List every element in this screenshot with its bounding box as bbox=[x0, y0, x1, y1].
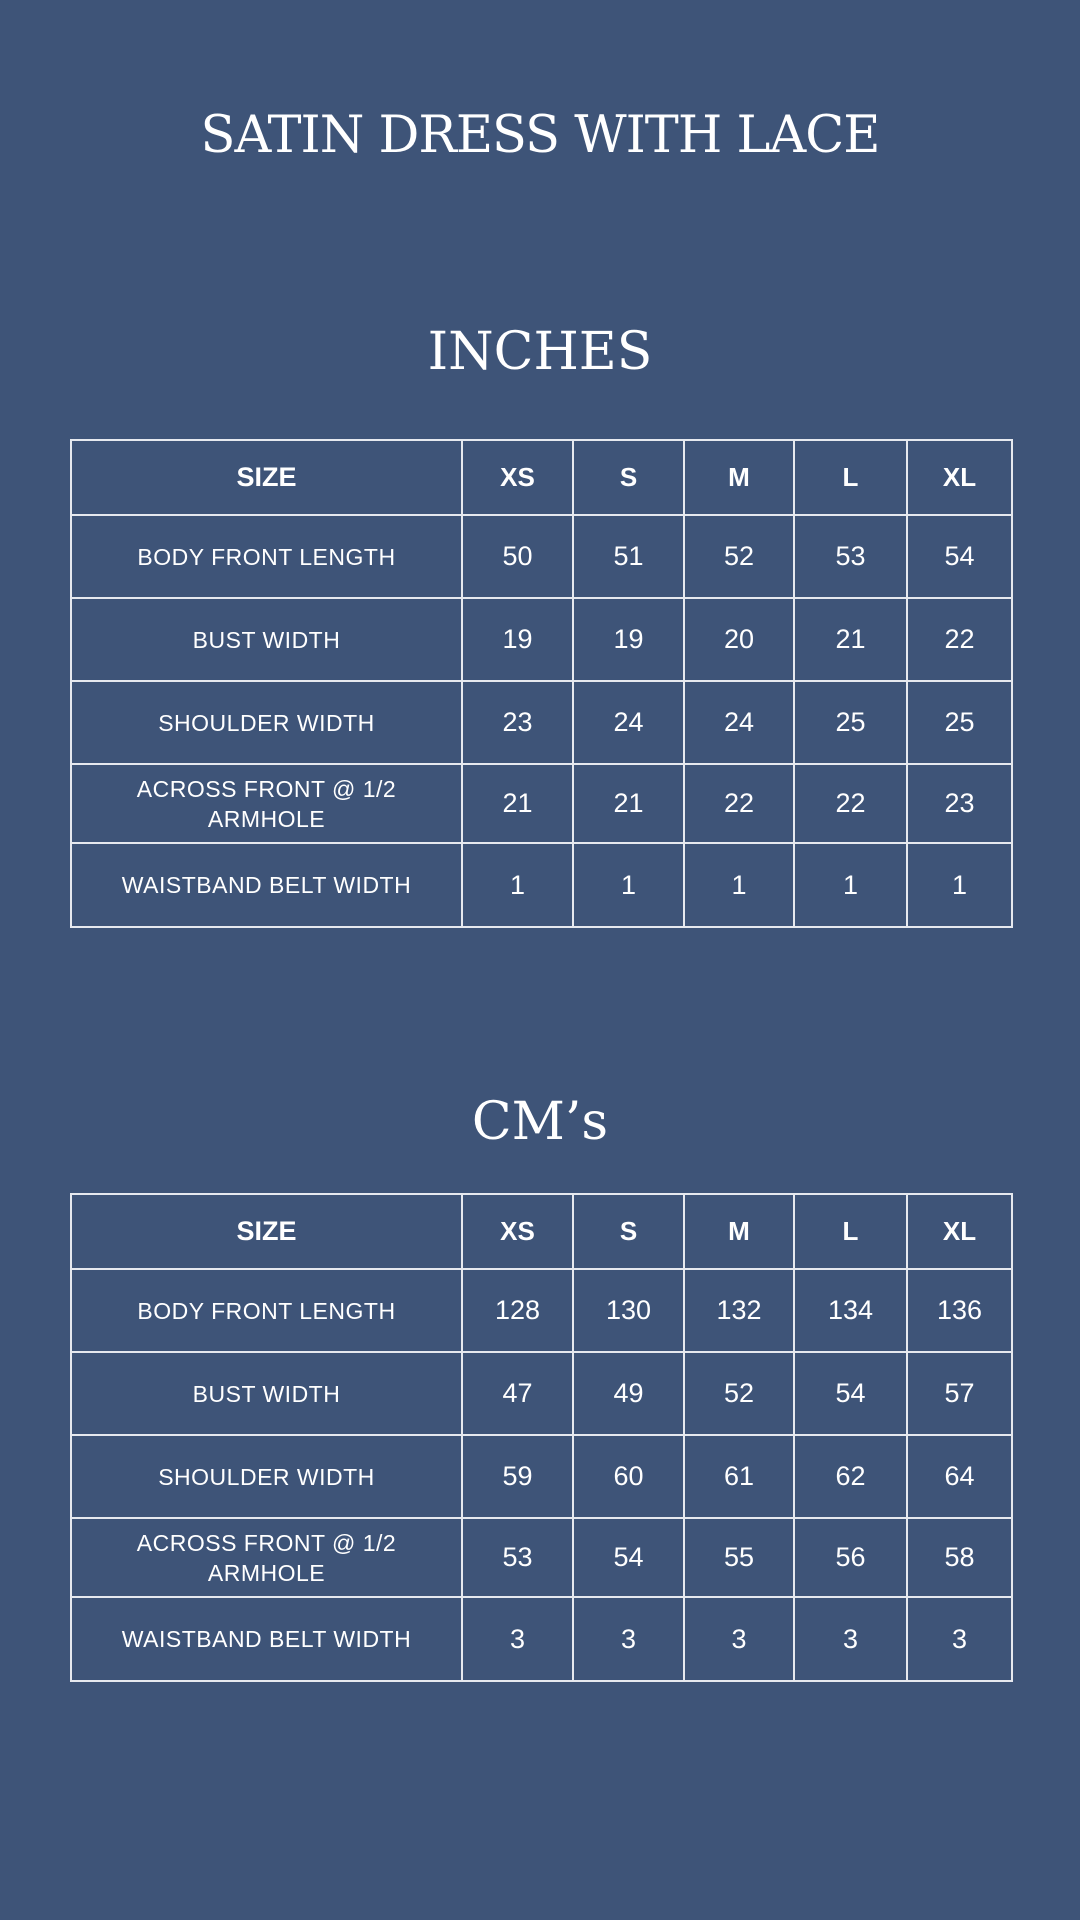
header-size-label: SIZE bbox=[71, 1194, 462, 1269]
table-row bbox=[71, 1269, 1012, 1352]
cell-value: 53 bbox=[462, 1518, 573, 1597]
cell-value: 3 bbox=[794, 1597, 907, 1681]
header-size-label: SIZE bbox=[71, 440, 462, 515]
cell-value: 1 bbox=[794, 843, 907, 927]
cell-value: 21 bbox=[573, 764, 684, 843]
header-size-s: S bbox=[573, 1194, 684, 1269]
header-size-s: S bbox=[573, 440, 684, 515]
cell-value: 24 bbox=[684, 681, 794, 764]
cell-value: 54 bbox=[573, 1518, 684, 1597]
table-row bbox=[71, 843, 1012, 927]
cell-value: 58 bbox=[907, 1518, 1012, 1597]
cell-value: 3 bbox=[684, 1597, 794, 1681]
row-label: BUST WIDTH bbox=[71, 598, 462, 681]
row-label: WAISTBAND BELT WIDTH bbox=[71, 1597, 462, 1681]
row-label: ACROSS FRONT @ 1/2 ARMHOLE bbox=[71, 1518, 462, 1597]
row-label: BUST WIDTH bbox=[71, 1352, 462, 1435]
table-header-row bbox=[71, 1194, 1012, 1269]
cell-value: 1 bbox=[684, 843, 794, 927]
cell-value: 51 bbox=[573, 515, 684, 598]
header-size-m: M bbox=[684, 440, 794, 515]
inches-size-table bbox=[70, 439, 1013, 928]
row-label: ACROSS FRONT @ 1/2 ARMHOLE bbox=[71, 764, 462, 843]
table-row bbox=[71, 1352, 1012, 1435]
table-row bbox=[71, 1518, 1012, 1597]
cell-value: 55 bbox=[684, 1518, 794, 1597]
cell-value: 3 bbox=[573, 1597, 684, 1681]
cell-value: 56 bbox=[794, 1518, 907, 1597]
cell-value: 132 bbox=[684, 1269, 794, 1352]
cell-value: 49 bbox=[573, 1352, 684, 1435]
row-label: SHOULDER WIDTH bbox=[71, 1435, 462, 1518]
cell-value: 61 bbox=[684, 1435, 794, 1518]
table-row bbox=[71, 681, 1012, 764]
cell-value: 1 bbox=[573, 843, 684, 927]
cell-value: 1 bbox=[907, 843, 1012, 927]
row-label: SHOULDER WIDTH bbox=[71, 681, 462, 764]
header-size-l: L bbox=[794, 1194, 907, 1269]
cell-value: 20 bbox=[684, 598, 794, 681]
cell-value: 19 bbox=[573, 598, 684, 681]
cell-value: 3 bbox=[907, 1597, 1012, 1681]
cms-size-table bbox=[70, 1193, 1013, 1682]
row-label: WAISTBAND BELT WIDTH bbox=[71, 843, 462, 927]
cell-value: 54 bbox=[907, 515, 1012, 598]
cell-value: 52 bbox=[684, 1352, 794, 1435]
header-size-xs: XS bbox=[462, 440, 573, 515]
table-row bbox=[71, 1435, 1012, 1518]
cell-value: 21 bbox=[794, 598, 907, 681]
table-row bbox=[71, 1597, 1012, 1681]
cell-value: 130 bbox=[573, 1269, 684, 1352]
cell-value: 59 bbox=[462, 1435, 573, 1518]
table-row bbox=[71, 764, 1012, 843]
cell-value: 22 bbox=[907, 598, 1012, 681]
cell-value: 128 bbox=[462, 1269, 573, 1352]
page-title: SATIN DRESS WITH LACE bbox=[200, 106, 880, 165]
header-size-m: M bbox=[684, 1194, 794, 1269]
header-size-xs: XS bbox=[462, 1194, 573, 1269]
cell-value: 47 bbox=[462, 1352, 573, 1435]
header-size-xl: XL bbox=[907, 440, 1012, 515]
cell-value: 136 bbox=[907, 1269, 1012, 1352]
table-row bbox=[71, 515, 1012, 598]
cms-section-title: CM’s bbox=[471, 1092, 609, 1152]
header-size-xl: XL bbox=[907, 1194, 1012, 1269]
cell-value: 22 bbox=[684, 764, 794, 843]
cell-value: 62 bbox=[794, 1435, 907, 1518]
row-label: BODY FRONT LENGTH bbox=[71, 1269, 462, 1352]
cell-value: 21 bbox=[462, 764, 573, 843]
cell-value: 3 bbox=[462, 1597, 573, 1681]
cell-value: 24 bbox=[573, 681, 684, 764]
cell-value: 25 bbox=[907, 681, 1012, 764]
table-header-row bbox=[71, 440, 1012, 515]
cell-value: 25 bbox=[794, 681, 907, 764]
cell-value: 19 bbox=[462, 598, 573, 681]
cell-value: 54 bbox=[794, 1352, 907, 1435]
header-size-l: L bbox=[794, 440, 907, 515]
cell-value: 64 bbox=[907, 1435, 1012, 1518]
cell-value: 52 bbox=[684, 515, 794, 598]
table-row bbox=[71, 598, 1012, 681]
cell-value: 50 bbox=[462, 515, 573, 598]
cell-value: 134 bbox=[794, 1269, 907, 1352]
cell-value: 60 bbox=[573, 1435, 684, 1518]
cell-value: 23 bbox=[462, 681, 573, 764]
row-label: BODY FRONT LENGTH bbox=[71, 515, 462, 598]
inches-section-title: INCHES bbox=[427, 322, 653, 382]
cell-value: 23 bbox=[907, 764, 1012, 843]
cell-value: 57 bbox=[907, 1352, 1012, 1435]
cell-value: 1 bbox=[462, 843, 573, 927]
cell-value: 22 bbox=[794, 764, 907, 843]
cell-value: 53 bbox=[794, 515, 907, 598]
